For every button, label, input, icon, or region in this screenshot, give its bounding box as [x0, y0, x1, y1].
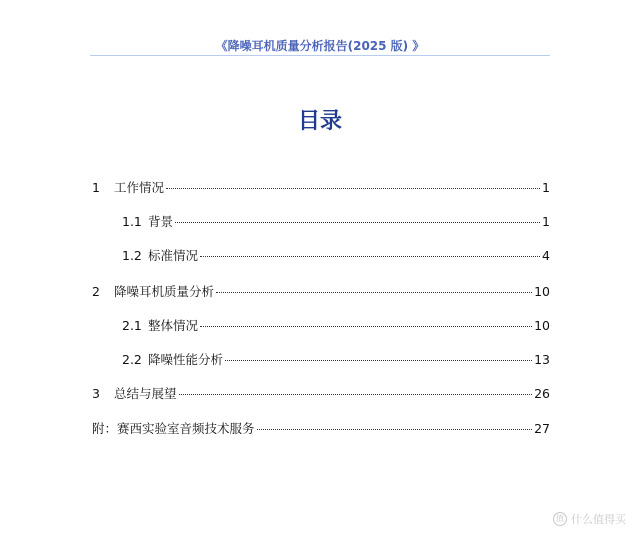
toc-entry-page: 4: [542, 248, 550, 263]
watermark-logo-icon: 值: [553, 512, 567, 526]
toc-leader-dots: [175, 222, 540, 223]
toc-leader-dots: [216, 292, 532, 293]
toc-entry-page: 13: [534, 352, 550, 367]
toc-leader-dots: [179, 394, 533, 395]
toc-entry[interactable]: [122, 316, 550, 334]
toc-entry-number: 2.2: [122, 352, 142, 367]
toc-entry[interactable]: [122, 212, 550, 230]
toc-leader-dots: [225, 360, 532, 361]
toc-entry-label: 降噪耳机质量分析: [114, 284, 215, 299]
toc-leader-dots: [257, 429, 533, 430]
toc-entry-page: 27: [534, 421, 550, 436]
toc-leader-dots: [200, 326, 532, 327]
toc-entry[interactable]: [92, 419, 550, 437]
toc-entry[interactable]: [92, 178, 550, 196]
toc-entry-label: 整体情况: [148, 318, 199, 333]
toc-leader-dots: [200, 256, 540, 257]
toc-entry-page: 10: [534, 318, 550, 333]
toc-entry-label: 总结与展望: [114, 386, 177, 401]
toc-entry-page: 1: [542, 214, 550, 229]
toc-entry-label: 工作情况: [114, 180, 165, 195]
watermark-text: 什么值得买: [571, 513, 626, 526]
toc-title: 目录: [297, 109, 342, 134]
toc-entry-number: 1.2: [122, 248, 142, 263]
header-rule: [90, 55, 550, 56]
toc-leader-dots: [166, 188, 540, 189]
toc-entry-number: 2: [92, 284, 100, 299]
toc-entry-number: 1.1: [122, 214, 142, 229]
toc-entry-number: 2.1: [122, 318, 142, 333]
watermark: [553, 511, 626, 527]
toc-entry-label: 赛西实验室音频技术服务: [117, 421, 255, 436]
toc-entry-page: 1: [542, 180, 550, 195]
toc-entry[interactable]: [122, 246, 550, 264]
toc-entry-number: 1: [92, 180, 100, 195]
toc-entry[interactable]: [92, 384, 550, 402]
toc-entry-label: 背景: [148, 214, 174, 229]
toc-entry[interactable]: [92, 282, 550, 300]
toc-entry[interactable]: [122, 350, 550, 368]
toc-entry-label: 标准情况: [148, 248, 199, 263]
toc-entry-page: 10: [534, 284, 550, 299]
toc-entry-page: 26: [534, 386, 550, 401]
toc-entry-label: 降噪性能分析: [148, 352, 224, 367]
toc-entry-number: 3: [92, 386, 100, 401]
running-header: 《降噪耳机质量分析报告(2025 版) 》: [215, 39, 425, 53]
toc-entry-number: 附：: [92, 421, 118, 436]
